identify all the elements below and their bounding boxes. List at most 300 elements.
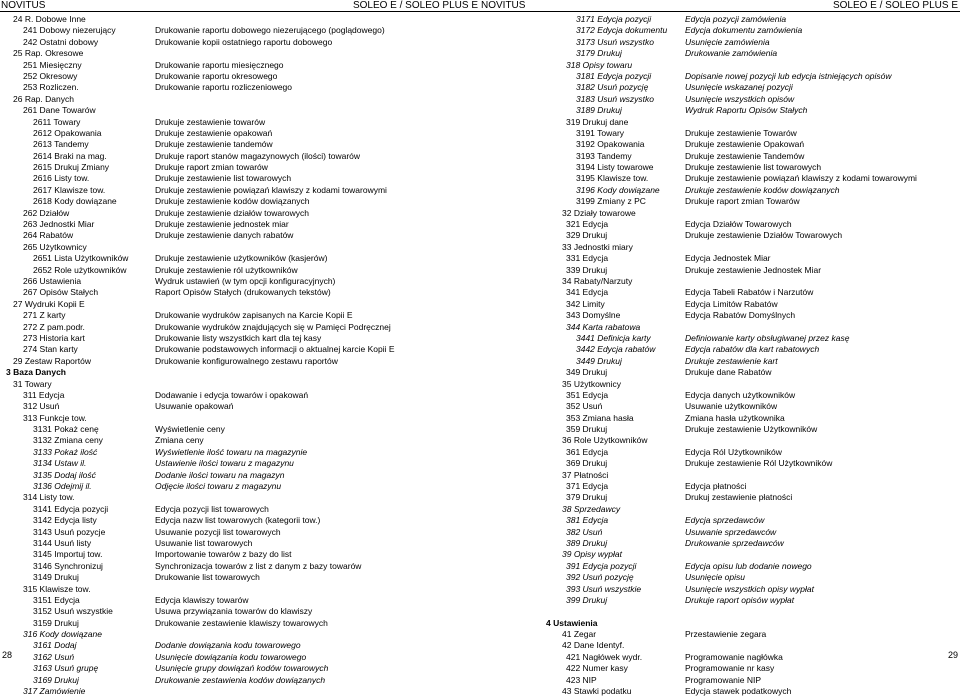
menu-row (0, 504, 480, 515)
menu-item-number: 3135 Dodaj ilość (33, 469, 96, 480)
menu-item-description: Edycja klawiszy towarów (155, 594, 249, 605)
menu-item-description: Drukowanie raportu miesięcznego (155, 59, 284, 70)
menu-item-description: Edycja Tabeli Rabatów i Narzutów (685, 287, 814, 298)
menu-item-description: Drukowanie raportu dobowego niezerującego (poglądowego) (155, 25, 385, 36)
menu-item-number: 272 Z pam.podr. (23, 321, 85, 332)
page-number: 28 (2, 650, 13, 660)
menu-item-description: Drukuje zestawienie Ról Użytkowników (685, 458, 833, 469)
menu-item-description: Drukowanie kopii ostatniego raportu dobowego (155, 36, 333, 47)
menu-item-description: Edycja sprzedawców (685, 515, 765, 526)
menu-item-description: Drukuje raport stanów magazynowych (ilości) towarów (155, 150, 361, 161)
menu-row (0, 139, 480, 150)
menu-row (480, 82, 960, 93)
menu-item-description: Edycja Działów Towarowych (685, 219, 792, 230)
menu-item-description: Usunięcie dowiązania kodu towarowego (155, 651, 307, 662)
menu-item-number: 4 Ustawienia (546, 617, 598, 628)
menu-item-number: 353 Zmiana hasła (566, 412, 634, 423)
menu-item-number: 242 Ostatni dobowy (23, 36, 99, 47)
menu-item-number: 3449 Drukuj (576, 355, 622, 366)
menu-item-number: 3183 Usuń wszystko (576, 93, 654, 104)
menu-item-description: Usuwanie użytkowników (685, 401, 778, 412)
menu-item-description: Usunięcie wskazanej pozycji (685, 82, 793, 93)
menu-row (480, 105, 960, 116)
brand-name: NOVITUS (481, 0, 526, 11)
menu-row (480, 25, 960, 36)
menu-row (480, 561, 960, 572)
menu-item-number: 3181 Edycja pozycji (576, 70, 652, 81)
menu-item-number: 266 Ustawienia (23, 275, 82, 286)
menu-item-description: Drukuje zestawienie opakowań (155, 127, 273, 138)
menu-row (0, 37, 480, 48)
menu-row (0, 208, 480, 219)
menu-item-number: 312 Usuń (23, 401, 60, 412)
menu-item-number: 329 Drukuj (566, 230, 608, 241)
menu-item-number: 251 Miesięczny (23, 59, 82, 70)
menu-item-description: Usuwanie opakowań (155, 401, 234, 412)
menu-row (0, 299, 480, 310)
menu-item-description: Drukuje zestawienie list towarowych (155, 173, 292, 184)
menu-row (480, 640, 960, 651)
menu-item-number: 421 Nagłówek wydr. (566, 651, 643, 662)
menu-row (0, 82, 480, 93)
menu-item-description: Przestawienie zegara (685, 629, 767, 640)
menu-item-description: Wydruk ustawień (w tym opcji konfiguracyjnych) (155, 275, 336, 286)
menu-item-description: Drukowanie wydruków znajdujących się w Pamięci Podręcznej (155, 321, 391, 332)
menu-row (480, 356, 960, 367)
menu-item-number: 2611 Towary (33, 116, 81, 127)
menu-row (480, 584, 960, 595)
menu-item-description: Drukuje raport zmian towarów (155, 162, 268, 173)
menu-item-description: Drukuje zestawienie Opakowań (685, 139, 805, 150)
menu-item-description: Programowanie nagłówka (685, 651, 783, 662)
menu-item-description: Edycja Jednostek Miar (685, 253, 771, 264)
menu-row (480, 276, 960, 287)
menu-row (480, 606, 960, 617)
product-name: SOLEO E / SOLEO PLUS E (352, 0, 478, 11)
menu-item-number: 273 Historia kart (23, 332, 85, 343)
menu-item-number: 369 Drukuj (566, 458, 608, 469)
menu-item-number: 271 Z karty (23, 310, 66, 321)
menu-item-number: 3195 Klawisze tow. (576, 173, 649, 184)
menu-row (0, 413, 480, 424)
menu-item-description: Drukuje raport zmian Towarów (685, 196, 800, 207)
menu-item-number: 24 R. Dobowe Inne (13, 14, 86, 24)
menu-row (480, 139, 960, 150)
menu-item-description: Zmiana hasła użytkownika (685, 412, 785, 423)
menu-row (480, 71, 960, 82)
menu-item-number: 3143 Usuń pozycje (33, 526, 106, 537)
menu-row (480, 572, 960, 583)
menu-row (480, 322, 960, 333)
menu-item-number: 3163 Usuń grupę (33, 663, 99, 674)
menu-item-description: Programowanie NIP (685, 674, 762, 685)
menu-row (0, 322, 480, 333)
menu-row (0, 492, 480, 503)
menu-item-description: Usuwanie sprzedawców (685, 526, 777, 537)
menu-item-description: Drukowanie zestawienie klawiszy towarowych (155, 617, 328, 628)
menu-item-number: 253 Rozliczen. (23, 82, 79, 93)
menu-item-description: Drukowanie listy wszystkich kart dla tej kasy (155, 332, 322, 343)
menu-item-number: 321 Edycja (566, 219, 609, 230)
menu-row (0, 458, 480, 469)
menu-row (480, 675, 960, 686)
menu-item-description: Edycja nazw list towarowych (kategorii tow.) (155, 515, 321, 526)
menu-item-number: 264 Rabatów (23, 230, 74, 241)
menu-item-description: Usuwanie pozycji list towarowych (155, 526, 281, 537)
menu-row (480, 48, 960, 59)
menu-item-number: 3146 Synchronizuj (33, 560, 103, 571)
menu-item-number: 43 Stawki podatku (562, 686, 632, 697)
menu-item-description: Drukuje zestawienie list towarowych (685, 162, 822, 173)
menu-item-number: 35 Użytkownicy (562, 378, 622, 389)
menu-item-description: Drukowanie zestawienia kodów dowiązanych (155, 674, 326, 685)
menu-item-description: Zmiana ceny (155, 435, 204, 446)
menu-row (0, 356, 480, 367)
menu-item-description: Drukuje zestawienie ról użytkowników (155, 264, 298, 275)
menu-item-number: 318 Opisy towaru (566, 59, 633, 70)
menu-row (480, 629, 960, 640)
menu-row (0, 652, 480, 663)
menu-item-description: Edycja dokumentu zamówienia (685, 25, 803, 36)
menu-row (0, 606, 480, 617)
menu-item-number: 422 Numer kasy (566, 663, 628, 674)
menu-item-number: 262 Działów (23, 207, 70, 218)
menu-row (0, 48, 480, 59)
menu-item-number: 392 Usuń pozycję (566, 572, 634, 583)
menu-row (480, 299, 960, 310)
menu-row (480, 196, 960, 207)
menu-item-description: Programowanie nr kasy (685, 663, 775, 674)
menu-item-number: 3173 Usuń wszystko (576, 36, 654, 47)
menu-row (480, 14, 960, 25)
product-name: SOLEO E / SOLEO PLUS E (832, 0, 958, 11)
brand-name: NOVITUS (1, 0, 46, 11)
menu-item-number: 311 Edycja (23, 389, 65, 400)
menu-row (480, 379, 960, 390)
menu-item-number: 3151 Edycja (33, 594, 80, 605)
menu-item-number: 389 Drukuj (566, 537, 608, 548)
menu-item-description: Ustawienie ilości towaru z magazynu (155, 458, 294, 469)
menu-item-number: 3171 Edycja pozycji (576, 14, 652, 24)
menu-row (0, 390, 480, 401)
menu-item-number: 352 Usuń (566, 401, 603, 412)
menu-item-description: Drukowanie zamówienia (685, 48, 778, 59)
menu-item-number: 3199 Zmiany z PC (576, 196, 646, 207)
menu-item-number: 3141 Edycja pozycji (33, 503, 109, 514)
menu-item-number: 2613 Tandemy (33, 139, 89, 150)
menu-item-description: Drukuje zestawienie Działów Towarowych (685, 230, 843, 241)
menu-item-description: Dodanie ilości towaru na magazyn (155, 469, 285, 480)
menu-item-description: Usunięcie zamówienia (685, 36, 770, 47)
menu-item-number: 3442 Edycja rabatów (576, 344, 656, 355)
menu-item-description: Edycja Limitów Rabatów (685, 298, 778, 309)
menu-item-number: 316 Kody dowiązane (23, 629, 102, 640)
menu-row (0, 310, 480, 321)
menu-item-description: Drukuje zestawienie użytkowników (kasjerów) (155, 253, 328, 264)
menu-item-description: Drukowanie sprzedawców (685, 537, 784, 548)
menu-item-number: 382 Usuń (566, 526, 603, 537)
menu-item-number: 2614 Braki na mag. (33, 150, 107, 161)
menu-row (0, 584, 480, 595)
menu-item-number: 2618 Kody dowiązane (33, 196, 117, 207)
menu-item-number: 3132 Zmiana ceny (33, 435, 103, 446)
menu-item-number: 3192 Opakowania (576, 139, 645, 150)
menu-item-number: 274 Stan karty (23, 344, 78, 355)
menu-item-description: Drukuje zestawienie danych rabatów (155, 230, 294, 241)
menu-row (0, 230, 480, 241)
menu-row (0, 60, 480, 71)
menu-item-description: Drukuje dane Rabatów (685, 367, 772, 378)
menu-item-description: Edycja płatności (685, 481, 747, 492)
menu-item-description: Wyświetlenie ilość towaru na magazynie (155, 446, 308, 457)
menu-item-description: Drukuje zestawienie kart (685, 355, 778, 366)
menu-item-description: Usunięcie opisu (685, 572, 746, 583)
menu-row (0, 515, 480, 526)
menu-row (0, 105, 480, 116)
menu-row (0, 663, 480, 674)
menu-item-number: 2612 Opakowania (33, 127, 102, 138)
menu-row (0, 333, 480, 344)
menu-row (0, 435, 480, 446)
menu-row (0, 367, 480, 378)
menu-row (480, 492, 960, 503)
menu-row (0, 424, 480, 435)
menu-item-number: 315 Klawisze tow. (23, 583, 91, 594)
menu-item-number: 343 Domyślne (566, 310, 621, 321)
menu-item-description: Dopisanie nowej pozycji lub edycja istniejących opisów (685, 70, 892, 81)
menu-row (480, 310, 960, 321)
menu-row (480, 413, 960, 424)
menu-item-number: 359 Drukuj (566, 424, 608, 435)
menu-item-description: Usunięcie grupy dowiązań kodów towarowych (155, 663, 329, 674)
menu-row (0, 128, 480, 139)
menu-row (480, 333, 960, 344)
menu-row (480, 663, 960, 674)
menu-row (480, 37, 960, 48)
menu-row (0, 527, 480, 538)
menu-row (480, 549, 960, 560)
menu-item-description: Drukuje zestawienie towarów (155, 116, 266, 127)
menu-item-description: Drukuje zestawienie Jednostek Miar (685, 264, 822, 275)
menu-row (480, 470, 960, 481)
menu-item-number: 32 Działy towarowe (562, 207, 636, 218)
menu-item-description: Importowanie towarów z bazy do list (155, 549, 292, 560)
menu-row (480, 504, 960, 515)
menu-row (0, 253, 480, 264)
menu-item-number: 3196 Kody dowiązane (576, 184, 660, 195)
menu-item-description: Drukuje zestawienie kodów dowiązanych (155, 196, 310, 207)
menu-row (0, 379, 480, 390)
menu-item-number: 391 Edycja pozycji (566, 560, 637, 571)
menu-item-description: Drukuje zestawienie powiązań klawiszy z kodami towarowymi (155, 184, 387, 195)
menu-item-number: 3149 Drukuj (33, 572, 79, 583)
menu-item-description: Drukowanie raportu okresowego (155, 70, 278, 81)
menu-row (0, 447, 480, 458)
menu-item-number: 261 Dane Towarów (23, 105, 96, 116)
page-header (480, 0, 960, 12)
menu-item-number: 381 Edycja (566, 515, 609, 526)
menu-item-description: Drukowanie wydruków zapisanych na Karcie Kopii E (155, 310, 353, 321)
menu-item-description: Edycja opisu lub dodanie nowego (685, 560, 812, 571)
menu-item-number: 344 Karta rabatowa (566, 321, 641, 332)
menu-row (0, 595, 480, 606)
menu-item-description: Drukuj zestawienie płatności (685, 492, 793, 503)
menu-item-number: 33 Jednostki miary (562, 241, 633, 252)
menu-row (480, 117, 960, 128)
menu-item-description: Drukuje zestawienie powiązań klawiszy z kodami towarowymi (685, 173, 917, 184)
menu-item-number: 252 Okresowy (23, 70, 78, 81)
menu-item-number: 38 Sprzedawcy (562, 503, 621, 514)
menu-item-number: 36 Role Użytkowników (562, 435, 648, 446)
menu-item-number: 3172 Edycja dokumentu (576, 25, 668, 36)
menu-row (480, 515, 960, 526)
menu-item-number: 399 Drukuj (566, 594, 608, 605)
menu-item-number: 3 Baza Danych (6, 367, 66, 378)
menu-row (0, 265, 480, 276)
menu-row (480, 162, 960, 173)
menu-item-description: Definiowanie karty obsługiwanej przez kasę (685, 332, 850, 343)
menu-row (0, 196, 480, 207)
menu-row (480, 390, 960, 401)
menu-row (480, 208, 960, 219)
menu-item-number: 2652 Role użytkowników (33, 264, 127, 275)
menu-item-number: 331 Edycja (566, 253, 609, 264)
menu-item-number: 3193 Tandemy (576, 150, 632, 161)
menu-row (480, 344, 960, 355)
menu-item-number: 42 Dane Identyf. (562, 640, 625, 651)
menu-row (480, 424, 960, 435)
menu-item-number: 379 Drukuj (566, 492, 608, 503)
menu-row (0, 538, 480, 549)
menu-row (0, 549, 480, 560)
menu-item-number: 313 Funkcje tow. (23, 412, 87, 423)
menu-item-number: 3182 Usuń pozycję (576, 82, 649, 93)
menu-item-description: Edycja danych użytkowników (685, 389, 796, 400)
menu-item-number: 3136 Odejmij il. (33, 481, 92, 492)
menu-row (0, 14, 480, 25)
menu-row (0, 173, 480, 184)
menu-item-number: 317 Zamówienie (23, 686, 86, 697)
menu-row (480, 287, 960, 298)
menu-row (0, 276, 480, 287)
menu-item-description: Odjęcie ilości towaru z magazynu (155, 481, 282, 492)
menu-item-number: 3142 Edycja listy (33, 515, 97, 526)
menu-row (0, 572, 480, 583)
menu-item-description: Drukuje zestawienie Tandemów (685, 150, 805, 161)
menu-item-number: 2651 Lista Użytkowników (33, 253, 129, 264)
menu-item-description: Drukuje zestawienie tandemów (155, 139, 273, 150)
menu-item-description: Drukowanie list towarowych (155, 572, 260, 583)
menu-row (480, 151, 960, 162)
menu-item-number: 393 Usuń wszystkie (566, 583, 642, 594)
menu-item-number: 341 Edycja (566, 287, 609, 298)
menu-item-description: Dodawanie i edycja towarów i opakowań (155, 389, 309, 400)
menu-item-number: 3161 Dodaj (33, 640, 77, 651)
menu-item-description: Drukuje zestawienie kodów dowiązanych (685, 184, 840, 195)
menu-item-number: 265 Użytkownicy (23, 241, 87, 252)
menu-item-number: 342 Limity (566, 298, 605, 309)
menu-item-description: Edycja rabatów dla kart rabatowych (685, 344, 820, 355)
menu-item-number: 361 Edycja (566, 446, 609, 457)
menu-item-description: Drukuje zestawienie Towarów (685, 127, 797, 138)
menu-row (0, 640, 480, 651)
menu-row (480, 401, 960, 412)
menu-item-number: 34 Rabaty/Narzuty (562, 275, 633, 286)
menu-row (480, 447, 960, 458)
menu-item-number: 3169 Drukuj (33, 674, 79, 685)
menu-item-number: 37 Płatności (562, 469, 609, 480)
menu-item-description: Wyświetlenie ceny (155, 424, 225, 435)
menu-item-number: 263 Jednostki Miar (23, 219, 95, 230)
menu-row (480, 219, 960, 230)
menu-row (480, 527, 960, 538)
menu-item-description: Synchronizacja towarów z list z danym z bazy towarów (155, 560, 362, 571)
menu-item-number: 319 Drukuj dane (566, 116, 629, 127)
menu-row (0, 470, 480, 481)
menu-row (480, 458, 960, 469)
menu-row (480, 242, 960, 253)
menu-list (480, 14, 960, 697)
menu-row (0, 629, 480, 640)
menu-item-description: Usunięcie wszystkich opisów (685, 93, 795, 104)
menu-item-number: 3441 Definicja karty (576, 332, 651, 343)
menu-item-number: 3152 Usuń wszystkie (33, 606, 113, 617)
menu-item-number: 3194 Listy towarowe (576, 162, 654, 173)
page-header (0, 0, 480, 12)
menu-item-description: Edycja pozycji list towarowych (155, 503, 269, 514)
menu-row (0, 618, 480, 629)
menu-row (0, 401, 480, 412)
menu-item-number: 314 Listy tow. (23, 492, 75, 503)
menu-item-number: 3159 Drukuj (33, 617, 79, 628)
menu-row (0, 94, 480, 105)
menu-row (0, 25, 480, 36)
menu-row (480, 253, 960, 264)
menu-item-number: 3189 Drukuj (576, 105, 622, 116)
menu-item-description: Drukuje zestawienie działów towarowych (155, 207, 310, 218)
menu-item-number: 39 Opisy wypłat (562, 549, 622, 560)
menu-row (0, 561, 480, 572)
menu-row (0, 71, 480, 82)
menu-item-description: Usuwa przywiązania towarów do klawiszy (155, 606, 313, 617)
menu-item-number: 3131 Pokaż cenę (33, 424, 99, 435)
menu-row (0, 151, 480, 162)
menu-item-description: Edycja Ról Użytkowników (685, 446, 782, 457)
menu-item-number: 351 Edycja (566, 389, 609, 400)
menu-item-number: 25 Rap. Okresowe (13, 48, 84, 59)
menu-item-description: Edycja stawek podatkowych (685, 686, 792, 697)
menu-item-description: Wydruk Raportu Opisów Stałych (685, 105, 808, 116)
menu-item-number: 241 Dobowy niezerujący (23, 25, 116, 36)
menu-item-number: 3179 Drukuj (576, 48, 622, 59)
menu-row (0, 481, 480, 492)
menu-item-description: Dodanie dowiązania kodu towarowego (155, 640, 301, 651)
menu-item-number: 267 Opisów Stałych (23, 287, 99, 298)
menu-item-description: Drukuje raport opisów wypłat (685, 594, 795, 605)
menu-item-number: 339 Drukuj (566, 264, 608, 275)
menu-item-number: 423 NIP (566, 674, 597, 685)
menu-item-number: 2615 Drukuj Zmiany (33, 162, 110, 173)
menu-row (0, 117, 480, 128)
menu-row (0, 344, 480, 355)
menu-item-description: Raport Opisów Stałych (drukowanych tekstów) (155, 287, 331, 298)
menu-item-number: 41 Zegar (562, 629, 597, 640)
menu-item-number: 3191 Towary (576, 127, 625, 138)
menu-row (0, 242, 480, 253)
menu-row (480, 652, 960, 663)
menu-item-number: 31 Towary (13, 378, 52, 389)
menu-item-description: Edycja pozycji zamówienia (685, 14, 787, 24)
